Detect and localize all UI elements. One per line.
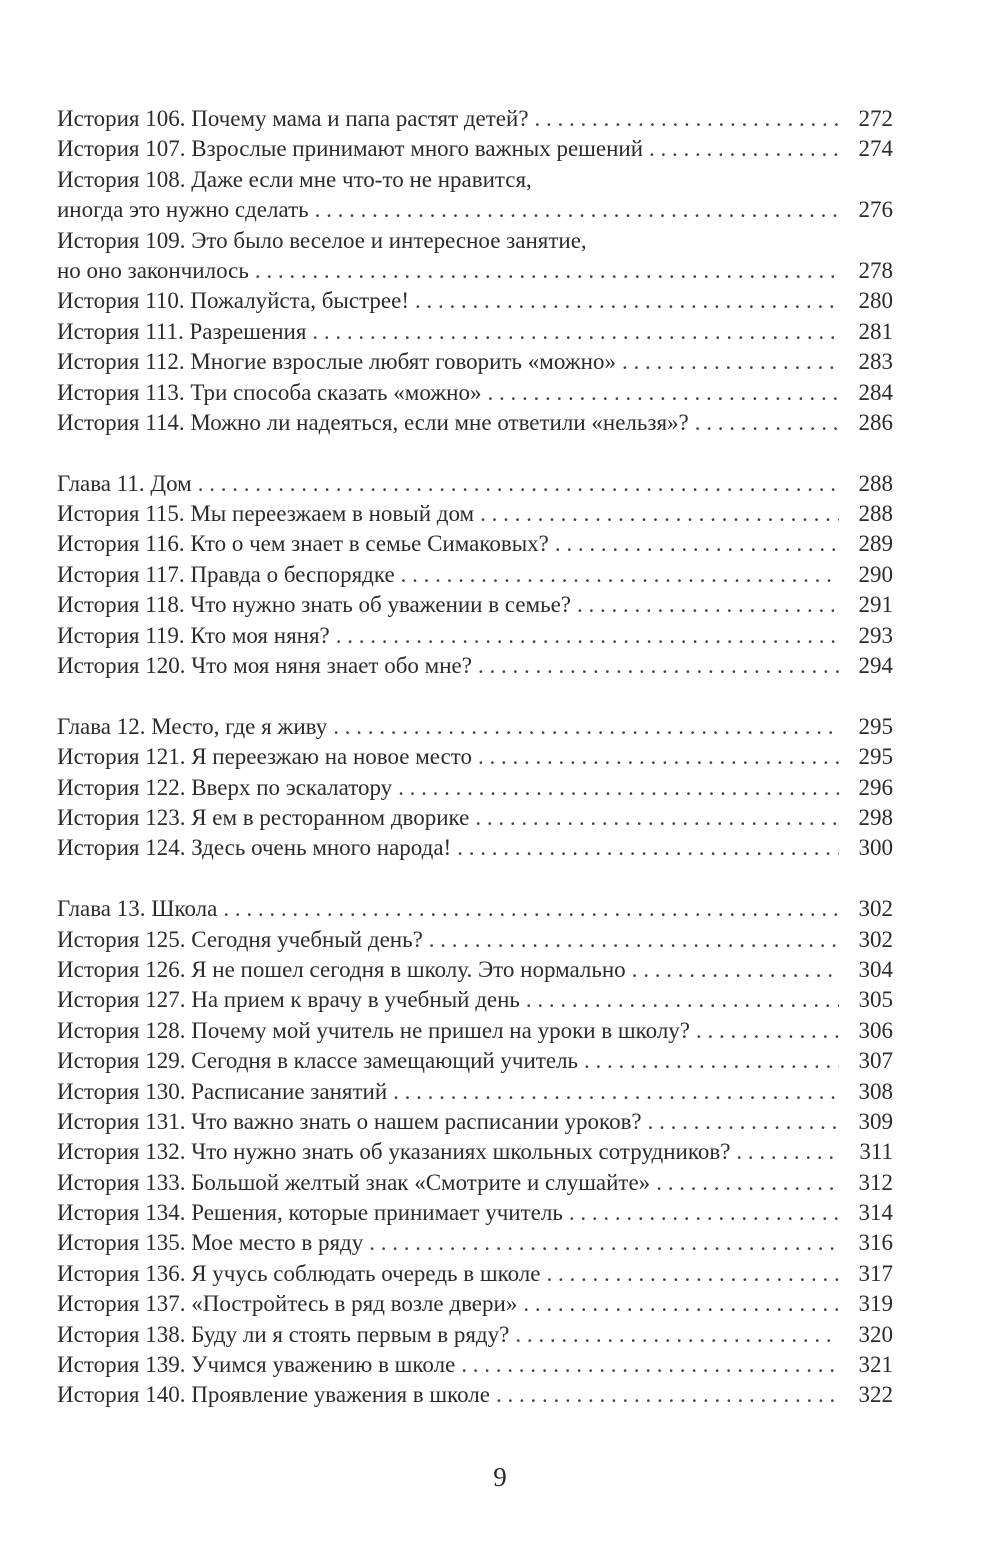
- toc-entry-title: История 116. Кто о чем знает в семье Симаковых?: [57, 531, 549, 557]
- toc-entry-page: 284: [858, 379, 893, 405]
- toc-entry-page: 322: [858, 1382, 893, 1408]
- toc-entry-page: 293: [858, 622, 893, 648]
- toc-entry-page: 300: [858, 835, 893, 861]
- toc-entry-title: История 126. Я не пошел сегодня в школу. Это нормально: [57, 956, 626, 982]
- toc-entry-page: 298: [858, 804, 893, 830]
- toc-entry: [57, 712, 893, 742]
- toc-entry-page: 286: [858, 409, 893, 435]
- dot-leader: [523, 1289, 839, 1319]
- dot-leader: [398, 773, 839, 803]
- toc-entry-page: 283: [858, 349, 893, 375]
- toc-entry-page: 276: [858, 197, 893, 223]
- dot-leader: [546, 1259, 839, 1289]
- toc-entry-page: 319: [858, 1291, 893, 1317]
- dot-leader: [457, 833, 839, 863]
- toc-entry-title: История 121. Я переезжаю на новое место: [57, 744, 473, 770]
- toc-entry-title: История 139. Учимся уважению в школе: [57, 1352, 456, 1378]
- toc-entry-page: 317: [858, 1260, 893, 1286]
- toc-entry: [57, 833, 893, 863]
- toc-entry-title: История 114. Можно ли надеяться, если мне ответили «нельзя»?: [57, 409, 689, 435]
- toc-entry-title: История 129. Сегодня в классе замещающий учитель: [57, 1048, 579, 1074]
- toc-entry-title: но оно закончилось: [57, 257, 249, 283]
- toc-entry-page: 281: [858, 318, 893, 344]
- dot-leader: [223, 894, 839, 924]
- toc-entry: [57, 1107, 893, 1137]
- toc-entry: [57, 803, 893, 833]
- toc-entry-page: 312: [858, 1169, 893, 1195]
- toc-entry-page: 316: [858, 1230, 893, 1256]
- dot-leader: [487, 378, 839, 408]
- toc-entry: [57, 621, 893, 651]
- toc-entry-title: История 111. Разрешения: [57, 318, 307, 344]
- dot-leader: [478, 742, 839, 772]
- toc-entry: [57, 226, 893, 256]
- toc-entry: [57, 773, 893, 803]
- toc-entry-title: История 136. Я учусь соблюдать очередь в школе: [57, 1260, 541, 1286]
- toc-entry: [57, 1077, 893, 1107]
- dot-leader: [584, 1046, 839, 1076]
- toc-entry: [57, 894, 893, 924]
- toc-entry-title: История 108. Даже если мне что-то не нравится,: [57, 166, 532, 192]
- dot-leader: [695, 408, 839, 438]
- page-number: 9: [493, 1462, 507, 1492]
- toc-entry-continuation: [57, 256, 893, 286]
- toc-entry: [57, 317, 893, 347]
- toc-section: [57, 894, 893, 1411]
- toc-entry-page: 320: [858, 1321, 893, 1347]
- dot-leader: [198, 469, 839, 499]
- toc-entry: [57, 408, 893, 438]
- toc-entry: [57, 985, 893, 1015]
- toc-entry-title: История 128. Почему мой учитель не пришел на уроки в школу?: [57, 1017, 691, 1043]
- toc-section: [57, 469, 893, 682]
- toc-entry-page: 296: [858, 774, 893, 800]
- dot-leader: [535, 104, 839, 134]
- dot-leader: [415, 286, 839, 316]
- toc-entry-page: 294: [858, 653, 893, 679]
- toc-entry: [57, 165, 893, 195]
- toc-entry-title: История 134. Решения, которые принимает учитель: [57, 1200, 563, 1226]
- toc-entry-page: 309: [858, 1108, 893, 1134]
- dot-leader: [461, 1350, 839, 1380]
- toc-entry-title: История 115. Мы переезжаем в новый дом: [57, 501, 475, 527]
- toc-entry: [57, 742, 893, 772]
- toc-entry-title: История 138. Буду ли я стоять первым в ряду?: [57, 1321, 510, 1347]
- toc-entry: [57, 1289, 893, 1319]
- toc-entry-title: История 127. На прием к врачу в учебный день: [57, 987, 520, 1013]
- toc-entry-page: 289: [858, 531, 893, 557]
- toc-entry-title: История 122. Вверх по эскалатору: [57, 774, 393, 800]
- toc-entry-page: 304: [858, 956, 893, 982]
- toc-entry-title: История 120. Что моя няня знает обо мне?: [57, 653, 472, 679]
- dot-leader: [255, 256, 839, 286]
- dot-leader: [515, 1320, 839, 1350]
- toc-entry: [57, 590, 893, 620]
- dot-leader: [315, 195, 839, 225]
- toc-entry: [57, 134, 893, 164]
- toc-entry: [57, 529, 893, 559]
- toc-entry-page: 302: [858, 896, 893, 922]
- toc-entry-page: 288: [858, 470, 893, 496]
- toc-entry-title: История 135. Мое место в ряду: [57, 1230, 364, 1256]
- dot-leader: [622, 347, 839, 377]
- dot-leader: [475, 803, 839, 833]
- toc-entry-page: 295: [858, 713, 893, 739]
- toc-entry-title: История 140. Проявление уважения в школе: [57, 1382, 490, 1408]
- toc-entry-title: иногда это нужно сделать: [57, 197, 309, 223]
- dot-leader: [526, 985, 839, 1015]
- dot-leader: [429, 925, 839, 955]
- toc-entry-page: 321: [858, 1352, 893, 1378]
- toc-entry-page: 272: [858, 106, 893, 131]
- toc-entry-title: История 113. Три способа сказать «можно»: [57, 379, 482, 405]
- toc-entry-continuation: [57, 195, 893, 225]
- toc-entry-page: 302: [858, 926, 893, 952]
- toc-entry-title: История 133. Большой желтый знак «Смотрите и слушайте»: [57, 1169, 651, 1195]
- dot-leader: [336, 621, 839, 651]
- toc-section: [57, 712, 893, 864]
- toc-entry-title: История 107. Взрослые принимают много важных решений: [57, 136, 644, 162]
- toc-entry: [57, 1137, 893, 1167]
- toc-entry-page: 306: [858, 1017, 893, 1043]
- toc-entry-page: 290: [858, 561, 893, 587]
- toc-entry-title: История 109. Это было веселое и интересное занятие,: [57, 227, 587, 253]
- toc-entry-title: История 110. Пожалуйста, быстрее!: [57, 288, 409, 314]
- dot-leader: [648, 1107, 839, 1137]
- dot-leader: [333, 712, 839, 742]
- toc-entry: [57, 1350, 893, 1380]
- toc-entry-page: 311: [859, 1139, 893, 1165]
- toc-entry: [57, 925, 893, 955]
- dot-leader: [478, 651, 839, 681]
- toc-entry-page: 291: [858, 592, 893, 618]
- toc-entry-page: 314: [858, 1200, 893, 1226]
- toc-entry: [57, 104, 893, 134]
- toc-entry: [57, 955, 893, 985]
- toc-entry-title: Глава 11. Дом: [57, 470, 192, 496]
- toc-entry: [57, 1320, 893, 1350]
- toc-entry-title: История 112. Многие взрослые любят говорить «можно»: [57, 349, 616, 375]
- dot-leader: [369, 1228, 839, 1258]
- toc-entry: [57, 378, 893, 408]
- toc-entry: [57, 286, 893, 316]
- dot-leader: [480, 499, 839, 529]
- toc-entry: [57, 1198, 893, 1228]
- dot-leader: [401, 560, 839, 590]
- dot-leader: [736, 1137, 839, 1167]
- dot-leader: [577, 590, 839, 620]
- toc-entry-title: История 132. Что нужно знать об указаниях школьных сотрудников?: [57, 1139, 731, 1165]
- toc-entry-page: 307: [858, 1048, 893, 1074]
- table-of-contents: [57, 104, 893, 1441]
- toc-entry-page: 288: [858, 501, 893, 527]
- dot-leader: [393, 1077, 839, 1107]
- dot-leader: [312, 317, 839, 347]
- toc-section: [57, 104, 893, 438]
- toc-entry-title: История 137. «Постройтесь в ряд возле двери»: [57, 1291, 518, 1317]
- toc-entry-title: История 119. Кто моя няня?: [57, 622, 330, 648]
- toc-entry-title: История 125. Сегодня учебный день?: [57, 926, 423, 952]
- toc-entry-title: История 131. Что важно знать о нашем расписании уроков?: [57, 1108, 642, 1134]
- dot-leader: [496, 1380, 839, 1410]
- toc-entry: [57, 1046, 893, 1076]
- toc-entry-title: Глава 12. Место, где я живу: [57, 713, 328, 739]
- toc-entry-title: История 117. Правда о беспорядке: [57, 561, 395, 587]
- dot-leader: [555, 529, 839, 559]
- toc-entry-page: 308: [858, 1078, 893, 1104]
- toc-entry: [57, 347, 893, 377]
- dot-leader: [649, 134, 839, 164]
- toc-entry-page: 278: [858, 257, 893, 283]
- toc-entry: [57, 1259, 893, 1289]
- toc-entry-title: История 130. Расписание занятий: [57, 1078, 388, 1104]
- dot-leader: [696, 1016, 839, 1046]
- toc-entry: [57, 560, 893, 590]
- dot-leader: [632, 955, 839, 985]
- dot-leader: [569, 1198, 839, 1228]
- toc-entry: [57, 1168, 893, 1198]
- toc-entry: [57, 469, 893, 499]
- toc-entry-title: История 106. Почему мама и папа растят детей?: [57, 106, 529, 131]
- toc-entry-title: История 118. Что нужно знать об уважении в семье?: [57, 592, 572, 618]
- toc-entry-page: 274: [858, 136, 893, 162]
- dot-leader: [656, 1168, 839, 1198]
- toc-entry-page: 295: [858, 744, 893, 770]
- toc-entry: [57, 1016, 893, 1046]
- toc-entry-page: 305: [858, 987, 893, 1013]
- toc-entry-title: История 124. Здесь очень много народа!: [57, 835, 452, 861]
- toc-entry: [57, 1228, 893, 1258]
- toc-entry: [57, 1380, 893, 1410]
- toc-entry: [57, 651, 893, 681]
- toc-entry-title: Глава 13. Школа: [57, 896, 218, 922]
- toc-entry-title: История 123. Я ем в ресторанном дворике: [57, 804, 470, 830]
- toc-entry-page: 280: [858, 288, 893, 314]
- toc-entry: [57, 499, 893, 529]
